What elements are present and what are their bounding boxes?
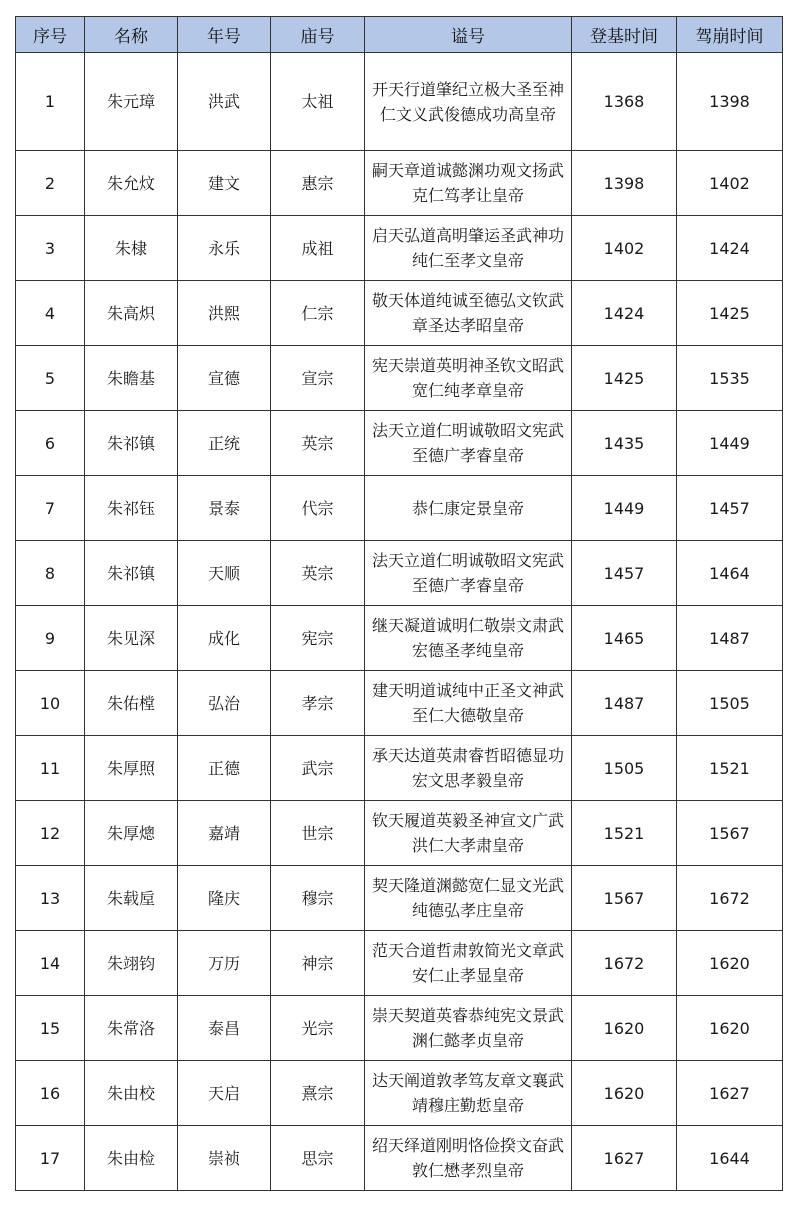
cell-death-year: 1449 xyxy=(677,411,783,476)
cell-accession-year: 1368 xyxy=(572,53,677,151)
cell-name: 朱高炽 xyxy=(85,281,178,346)
cell-death-year: 1464 xyxy=(677,541,783,606)
cell-accession-year: 1465 xyxy=(572,606,677,671)
cell-death-year: 1487 xyxy=(677,606,783,671)
cell-temple-name: 代宗 xyxy=(271,476,365,541)
cell-index: 13 xyxy=(16,866,85,931)
cell-death-year: 1627 xyxy=(677,1061,783,1126)
cell-posthumous-name: 绍天绎道刚明恪俭揆文奋武敦仁懋孝烈皇帝 xyxy=(365,1126,572,1191)
cell-accession-year: 1627 xyxy=(572,1126,677,1191)
cell-era: 正德 xyxy=(178,736,271,801)
cell-posthumous-name: 承天达道英肃睿哲昭德显功宏文思孝毅皇帝 xyxy=(365,736,572,801)
header-name: 名称 xyxy=(85,17,178,53)
cell-name: 朱见深 xyxy=(85,606,178,671)
cell-index: 14 xyxy=(16,931,85,996)
cell-death-year: 1457 xyxy=(677,476,783,541)
cell-temple-name: 成祖 xyxy=(271,216,365,281)
cell-accession-year: 1424 xyxy=(572,281,677,346)
cell-death-year: 1402 xyxy=(677,151,783,216)
cell-posthumous-name: 宪天崇道英明神圣钦文昭武宽仁纯孝章皇帝 xyxy=(365,346,572,411)
header-accession-year: 登基时间 xyxy=(572,17,677,53)
cell-era: 洪熙 xyxy=(178,281,271,346)
cell-accession-year: 1505 xyxy=(572,736,677,801)
header-era: 年号 xyxy=(178,17,271,53)
table-row xyxy=(16,53,783,151)
header-row xyxy=(16,17,783,53)
cell-name: 朱由校 xyxy=(85,1061,178,1126)
cell-name: 朱瞻基 xyxy=(85,346,178,411)
cell-name: 朱翊钧 xyxy=(85,931,178,996)
cell-index: 9 xyxy=(16,606,85,671)
cell-temple-name: 英宗 xyxy=(271,411,365,476)
cell-temple-name: 穆宗 xyxy=(271,866,365,931)
cell-name: 朱祁镇 xyxy=(85,411,178,476)
cell-posthumous-name: 启天弘道高明肇运圣武神功纯仁至孝文皇帝 xyxy=(365,216,572,281)
cell-temple-name: 惠宗 xyxy=(271,151,365,216)
cell-era: 宣德 xyxy=(178,346,271,411)
cell-name: 朱厚照 xyxy=(85,736,178,801)
cell-name: 朱祁钰 xyxy=(85,476,178,541)
cell-index: 4 xyxy=(16,281,85,346)
cell-accession-year: 1487 xyxy=(572,671,677,736)
cell-name: 朱由检 xyxy=(85,1126,178,1191)
cell-posthumous-name: 嗣天章道诚懿渊功观文扬武克仁笃孝让皇帝 xyxy=(365,151,572,216)
table-row xyxy=(16,476,783,541)
cell-index: 17 xyxy=(16,1126,85,1191)
cell-index: 2 xyxy=(16,151,85,216)
header-index: 序号 xyxy=(16,17,85,53)
cell-era: 建文 xyxy=(178,151,271,216)
cell-temple-name: 宪宗 xyxy=(271,606,365,671)
cell-accession-year: 1620 xyxy=(572,1061,677,1126)
cell-posthumous-name: 崇天契道英睿恭纯宪文景武渊仁懿孝贞皇帝 xyxy=(365,996,572,1061)
cell-posthumous-name: 契天隆道渊懿宽仁显文光武纯德弘孝庄皇帝 xyxy=(365,866,572,931)
cell-era: 嘉靖 xyxy=(178,801,271,866)
cell-death-year: 1567 xyxy=(677,801,783,866)
cell-posthumous-name: 法天立道仁明诚敬昭文宪武至德广孝睿皇帝 xyxy=(365,541,572,606)
cell-temple-name: 神宗 xyxy=(271,931,365,996)
table-row xyxy=(16,1061,783,1126)
cell-name: 朱载垕 xyxy=(85,866,178,931)
table-row xyxy=(16,671,783,736)
cell-name: 朱佑樘 xyxy=(85,671,178,736)
cell-name: 朱厚熜 xyxy=(85,801,178,866)
cell-temple-name: 孝宗 xyxy=(271,671,365,736)
cell-index: 3 xyxy=(16,216,85,281)
cell-era: 隆庆 xyxy=(178,866,271,931)
cell-posthumous-name: 法天立道仁明诚敬昭文宪武至德广孝睿皇帝 xyxy=(365,411,572,476)
table-row xyxy=(16,411,783,476)
cell-death-year: 1425 xyxy=(677,281,783,346)
cell-era: 景泰 xyxy=(178,476,271,541)
cell-era: 崇祯 xyxy=(178,1126,271,1191)
cell-index: 11 xyxy=(16,736,85,801)
table-row xyxy=(16,801,783,866)
cell-accession-year: 1402 xyxy=(572,216,677,281)
cell-temple-name: 光宗 xyxy=(271,996,365,1061)
cell-index: 16 xyxy=(16,1061,85,1126)
table-row xyxy=(16,866,783,931)
table-row xyxy=(16,216,783,281)
cell-accession-year: 1435 xyxy=(572,411,677,476)
cell-death-year: 1620 xyxy=(677,996,783,1061)
table-row xyxy=(16,151,783,216)
cell-era: 永乐 xyxy=(178,216,271,281)
cell-index: 8 xyxy=(16,541,85,606)
cell-posthumous-name: 达天阐道敦孝笃友章文襄武靖穆庄勤悊皇帝 xyxy=(365,1061,572,1126)
table-row xyxy=(16,996,783,1061)
cell-death-year: 1521 xyxy=(677,736,783,801)
table-row xyxy=(16,606,783,671)
cell-accession-year: 1672 xyxy=(572,931,677,996)
cell-name: 朱祁镇 xyxy=(85,541,178,606)
cell-temple-name: 仁宗 xyxy=(271,281,365,346)
ming-emperors-table xyxy=(15,16,783,1191)
cell-index: 10 xyxy=(16,671,85,736)
cell-accession-year: 1457 xyxy=(572,541,677,606)
cell-posthumous-name: 钦天履道英毅圣神宣文广武洪仁大孝肃皇帝 xyxy=(365,801,572,866)
header-posthumous-name: 谥号 xyxy=(365,17,572,53)
cell-index: 12 xyxy=(16,801,85,866)
cell-index: 15 xyxy=(16,996,85,1061)
table-row xyxy=(16,931,783,996)
cell-name: 朱元璋 xyxy=(85,53,178,151)
cell-temple-name: 世宗 xyxy=(271,801,365,866)
table-row xyxy=(16,541,783,606)
header-temple-name: 庙号 xyxy=(271,17,365,53)
cell-era: 泰昌 xyxy=(178,996,271,1061)
cell-name: 朱棣 xyxy=(85,216,178,281)
cell-death-year: 1644 xyxy=(677,1126,783,1191)
cell-posthumous-name: 敬天体道纯诚至德弘文钦武章圣达孝昭皇帝 xyxy=(365,281,572,346)
cell-era: 天启 xyxy=(178,1061,271,1126)
cell-accession-year: 1521 xyxy=(572,801,677,866)
cell-posthumous-name: 继天凝道诚明仁敬崇文肃武宏德圣孝纯皇帝 xyxy=(365,606,572,671)
table-body xyxy=(16,53,783,1191)
cell-posthumous-name: 建天明道诚纯中正圣文神武至仁大德敬皇帝 xyxy=(365,671,572,736)
cell-temple-name: 武宗 xyxy=(271,736,365,801)
table-row xyxy=(16,281,783,346)
cell-name: 朱允炆 xyxy=(85,151,178,216)
table-row xyxy=(16,736,783,801)
cell-index: 6 xyxy=(16,411,85,476)
cell-era: 成化 xyxy=(178,606,271,671)
cell-temple-name: 太祖 xyxy=(271,53,365,151)
cell-temple-name: 思宗 xyxy=(271,1126,365,1191)
cell-index: 5 xyxy=(16,346,85,411)
cell-era: 正统 xyxy=(178,411,271,476)
cell-accession-year: 1620 xyxy=(572,996,677,1061)
cell-name: 朱常洛 xyxy=(85,996,178,1061)
cell-death-year: 1424 xyxy=(677,216,783,281)
cell-era: 万历 xyxy=(178,931,271,996)
cell-death-year: 1505 xyxy=(677,671,783,736)
cell-index: 7 xyxy=(16,476,85,541)
cell-era: 弘治 xyxy=(178,671,271,736)
cell-temple-name: 英宗 xyxy=(271,541,365,606)
cell-death-year: 1672 xyxy=(677,866,783,931)
table-row xyxy=(16,1126,783,1191)
cell-temple-name: 宣宗 xyxy=(271,346,365,411)
cell-posthumous-name: 恭仁康定景皇帝 xyxy=(365,476,572,541)
cell-posthumous-name: 开天行道肇纪立极大圣至神仁文义武俊德成功高皇帝 xyxy=(365,53,572,151)
cell-accession-year: 1425 xyxy=(572,346,677,411)
table-row xyxy=(16,346,783,411)
cell-accession-year: 1398 xyxy=(572,151,677,216)
cell-era: 洪武 xyxy=(178,53,271,151)
header-death-year: 驾崩时间 xyxy=(677,17,783,53)
cell-index: 1 xyxy=(16,53,85,151)
cell-death-year: 1398 xyxy=(677,53,783,151)
cell-accession-year: 1567 xyxy=(572,866,677,931)
cell-temple-name: 熹宗 xyxy=(271,1061,365,1126)
cell-posthumous-name: 范天合道哲肃敦简光文章武安仁止孝显皇帝 xyxy=(365,931,572,996)
cell-death-year: 1620 xyxy=(677,931,783,996)
cell-accession-year: 1449 xyxy=(572,476,677,541)
cell-era: 天顺 xyxy=(178,541,271,606)
cell-death-year: 1535 xyxy=(677,346,783,411)
